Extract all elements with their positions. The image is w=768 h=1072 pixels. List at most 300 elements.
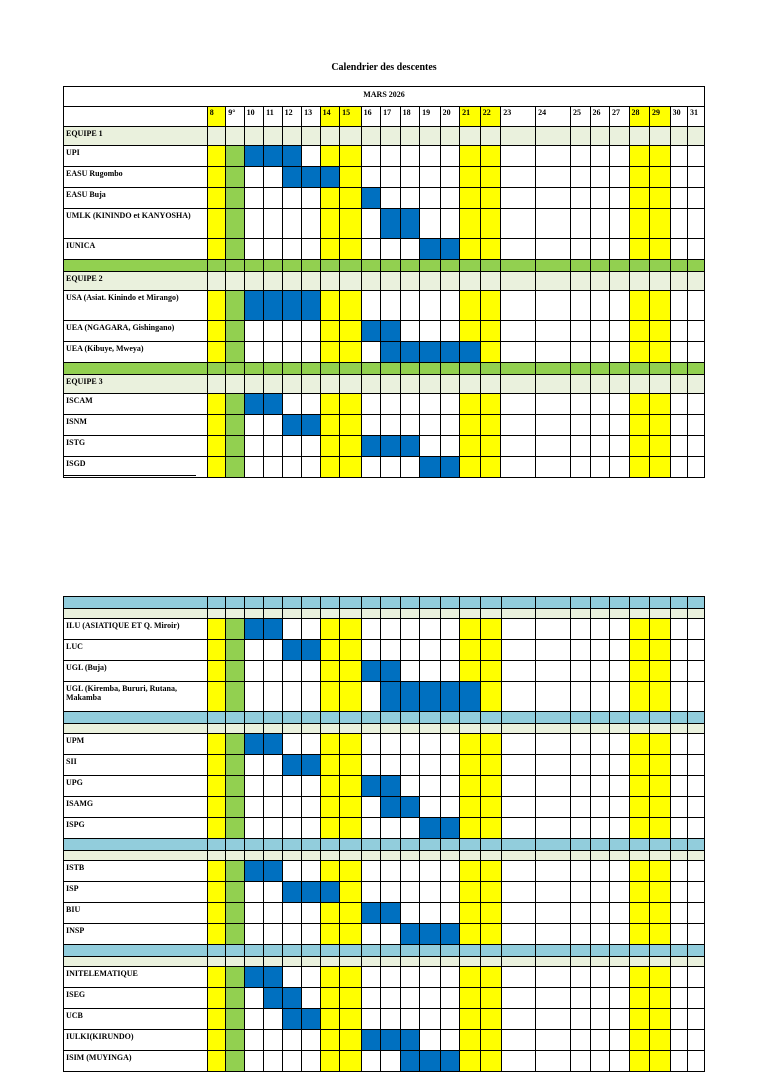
day-cell <box>340 755 362 776</box>
day-cell <box>670 457 687 478</box>
day-cell <box>670 734 687 755</box>
day-cell <box>320 291 340 321</box>
day-cell <box>480 882 501 903</box>
day-cell <box>226 209 244 239</box>
day-cell <box>650 436 671 457</box>
day-cell <box>226 1051 244 1072</box>
separator-cell <box>381 363 401 375</box>
visit-cell <box>282 882 302 903</box>
day-cell <box>226 755 244 776</box>
separator-cell <box>440 712 460 724</box>
separator-row <box>64 945 705 957</box>
day-cell <box>207 776 225 797</box>
day-cell <box>320 436 340 457</box>
day-cell <box>381 188 401 209</box>
separator-cell <box>282 945 302 957</box>
day-cell <box>420 882 441 903</box>
day-cell <box>460 272 481 291</box>
day-cell <box>400 415 420 436</box>
visit-cell <box>381 342 401 363</box>
day-header-12: 12 <box>282 107 302 127</box>
day-cell <box>670 640 687 661</box>
visit-cell <box>400 797 420 818</box>
day-cell <box>629 682 650 712</box>
separator-cell <box>207 839 225 851</box>
day-cell <box>440 167 460 188</box>
day-cell <box>670 342 687 363</box>
day-cell <box>460 640 481 661</box>
day-cell <box>688 734 705 755</box>
row-label <box>64 839 208 851</box>
separator-cell <box>610 260 630 272</box>
day-cell <box>460 188 481 209</box>
spacer-cell <box>536 609 571 619</box>
institution-row <box>64 239 705 260</box>
day-cell <box>501 1030 536 1051</box>
day-cell <box>590 776 610 797</box>
day-cell <box>650 967 671 988</box>
day-cell <box>536 861 571 882</box>
day-cell <box>282 272 302 291</box>
day-cell <box>650 797 671 818</box>
separator-cell <box>571 363 591 375</box>
day-cell <box>480 640 501 661</box>
day-cell <box>688 457 705 478</box>
spacer-cell <box>670 851 687 861</box>
day-cell <box>590 734 610 755</box>
spacer-cell <box>590 724 610 734</box>
day-cell <box>400 167 420 188</box>
institution-label: UEA (Kibuye, Mweya) <box>64 342 208 363</box>
institution-label: ILU (ASIATIQUE ET Q. Miroir) <box>64 619 208 640</box>
separator-cell <box>282 260 302 272</box>
day-cell <box>340 167 362 188</box>
day-cell <box>536 661 571 682</box>
day-cell <box>480 818 501 839</box>
day-cell <box>244 188 264 209</box>
day-cell <box>244 924 264 945</box>
day-header-13: 13 <box>302 107 320 127</box>
day-cell <box>610 209 630 239</box>
spacer-cell <box>381 724 401 734</box>
day-cell <box>536 640 571 661</box>
day-cell <box>340 734 362 755</box>
separator-row <box>64 839 705 851</box>
day-header-14: 14 <box>320 107 340 127</box>
day-cell <box>340 776 362 797</box>
visit-cell <box>361 903 381 924</box>
day-cell <box>571 127 591 146</box>
day-cell <box>226 661 244 682</box>
separator-cell <box>480 945 501 957</box>
day-header-17: 17 <box>381 107 401 127</box>
day-cell <box>536 797 571 818</box>
day-cell <box>226 436 244 457</box>
day-cell <box>688 167 705 188</box>
spacer-cell <box>688 609 705 619</box>
visit-cell <box>264 967 282 988</box>
institution-row <box>64 903 705 924</box>
visit-cell <box>381 776 401 797</box>
separator-cell <box>670 712 687 724</box>
day-cell <box>207 882 225 903</box>
day-cell <box>650 861 671 882</box>
day-cell <box>536 291 571 321</box>
spacer-cell <box>536 957 571 967</box>
separator-cell <box>670 363 687 375</box>
day-cell <box>340 291 362 321</box>
day-cell <box>340 127 362 146</box>
day-cell <box>340 1051 362 1072</box>
day-cell <box>226 903 244 924</box>
day-cell <box>440 291 460 321</box>
separator-cell <box>440 597 460 609</box>
spacer-cell <box>381 851 401 861</box>
spacer-cell <box>226 609 244 619</box>
spacer-cell <box>361 609 381 619</box>
separator-cell <box>420 260 441 272</box>
day-cell <box>460 661 481 682</box>
day-cell <box>670 436 687 457</box>
day-cell <box>264 903 282 924</box>
day-cell <box>688 903 705 924</box>
day-cell <box>400 321 420 342</box>
visit-cell <box>244 146 264 167</box>
day-cell <box>440 797 460 818</box>
day-cell <box>571 188 591 209</box>
day-cell <box>340 640 362 661</box>
spacer-cell <box>440 957 460 967</box>
separator-cell <box>226 712 244 724</box>
day-cell <box>670 755 687 776</box>
institution-row <box>64 924 705 945</box>
day-cell <box>650 127 671 146</box>
separator-cell <box>320 260 340 272</box>
day-cell <box>302 797 320 818</box>
visit-cell <box>420 239 441 260</box>
day-header-15: 15 <box>340 107 362 127</box>
separator-cell <box>440 260 460 272</box>
day-cell <box>460 882 481 903</box>
day-cell <box>610 882 630 903</box>
day-cell <box>282 661 302 682</box>
spacer-cell <box>480 609 501 619</box>
day-cell <box>688 661 705 682</box>
day-header-23: 23 <box>501 107 536 127</box>
spacer-cell <box>650 957 671 967</box>
day-cell <box>320 988 340 1009</box>
day-cell <box>670 239 687 260</box>
day-cell <box>480 1030 501 1051</box>
day-cell <box>226 415 244 436</box>
day-cell <box>440 1009 460 1030</box>
day-cell <box>381 861 401 882</box>
day-cell <box>501 1009 536 1030</box>
spacer-cell <box>282 609 302 619</box>
day-cell <box>226 188 244 209</box>
day-cell <box>688 619 705 640</box>
day-cell <box>440 272 460 291</box>
day-cell <box>244 1009 264 1030</box>
day-cell <box>244 436 264 457</box>
team-label: EQUIPE 3 <box>64 375 208 394</box>
day-cell <box>226 619 244 640</box>
day-cell <box>207 127 225 146</box>
day-cell <box>590 127 610 146</box>
day-cell <box>440 1030 460 1051</box>
visit-cell <box>381 436 401 457</box>
day-cell <box>650 988 671 1009</box>
visit-cell <box>381 682 401 712</box>
institution-row <box>64 734 705 755</box>
day-cell <box>480 415 501 436</box>
day-cell <box>361 209 381 239</box>
day-cell <box>340 661 362 682</box>
day-cell <box>244 661 264 682</box>
day-cell <box>420 146 441 167</box>
day-cell <box>650 776 671 797</box>
separator-cell <box>480 260 501 272</box>
visit-cell <box>420 457 441 478</box>
day-cell <box>302 682 320 712</box>
spacer-cell <box>264 851 282 861</box>
day-cell <box>320 755 340 776</box>
day-cell <box>629 967 650 988</box>
day-cell <box>670 291 687 321</box>
day-cell <box>440 209 460 239</box>
day-header-8: 8 <box>207 107 225 127</box>
institution-row <box>64 755 705 776</box>
day-cell <box>480 903 501 924</box>
day-cell <box>688 861 705 882</box>
day-cell <box>226 321 244 342</box>
day-cell <box>440 127 460 146</box>
day-cell <box>688 415 705 436</box>
day-cell <box>571 924 591 945</box>
day-cell <box>302 375 320 394</box>
day-cell <box>226 457 244 478</box>
day-cell <box>302 146 320 167</box>
day-cell <box>440 640 460 661</box>
day-cell <box>361 682 381 712</box>
day-cell <box>244 797 264 818</box>
separator-cell <box>610 363 630 375</box>
visit-cell <box>381 661 401 682</box>
visit-cell <box>302 1009 320 1030</box>
day-cell <box>650 818 671 839</box>
day-cell <box>226 291 244 321</box>
day-cell <box>610 682 630 712</box>
spacer-cell <box>207 851 225 861</box>
day-cell <box>480 967 501 988</box>
separator-cell <box>590 363 610 375</box>
day-cell <box>670 375 687 394</box>
day-cell <box>610 661 630 682</box>
institution-label: ISIM (MUYINGA) <box>64 1051 208 1072</box>
day-cell <box>340 1009 362 1030</box>
institution-row <box>64 882 705 903</box>
day-cell <box>460 394 481 415</box>
day-cell <box>381 415 401 436</box>
day-cell <box>440 321 460 342</box>
day-cell <box>340 619 362 640</box>
separator-cell <box>244 260 264 272</box>
day-cell <box>320 682 340 712</box>
day-cell <box>460 239 481 260</box>
day-cell <box>650 882 671 903</box>
institution-row <box>64 167 705 188</box>
day-cell <box>440 188 460 209</box>
day-header-24: 24 <box>536 107 571 127</box>
day-cell <box>361 375 381 394</box>
institution-label: INITELEMATIQUE <box>64 967 208 988</box>
institution-label: IUNICA <box>64 239 208 260</box>
spacer-cell <box>340 851 362 861</box>
spacer-cell <box>610 851 630 861</box>
institution-row <box>64 146 705 167</box>
visit-cell <box>400 1030 420 1051</box>
day-cell <box>282 342 302 363</box>
separator-cell <box>629 363 650 375</box>
day-cell <box>460 924 481 945</box>
institution-label: UPG <box>64 776 208 797</box>
institution-label: ISP <box>64 882 208 903</box>
day-cell <box>610 1051 630 1072</box>
day-cell <box>650 239 671 260</box>
day-cell <box>629 734 650 755</box>
day-cell <box>460 167 481 188</box>
day-cell <box>501 903 536 924</box>
separator-cell <box>361 363 381 375</box>
day-cell <box>610 861 630 882</box>
day-cell <box>610 1030 630 1051</box>
day-cell <box>420 967 441 988</box>
day-cell <box>400 988 420 1009</box>
day-cell <box>629 1030 650 1051</box>
day-cell <box>440 146 460 167</box>
institution-row <box>64 776 705 797</box>
day-header-21: 21 <box>460 107 481 127</box>
day-cell <box>400 1009 420 1030</box>
month-label: MARS 2026 <box>64 87 705 107</box>
spacer-cell <box>381 957 401 967</box>
day-cell <box>629 882 650 903</box>
day-cell <box>501 682 536 712</box>
institution-label: UGL (Buja) <box>64 661 208 682</box>
row-label <box>64 712 208 724</box>
separator-cell <box>536 945 571 957</box>
day-cell <box>501 967 536 988</box>
day-cell <box>480 988 501 1009</box>
day-cell <box>420 1009 441 1030</box>
day-cell <box>244 682 264 712</box>
separator-cell <box>340 945 362 957</box>
day-cell <box>629 394 650 415</box>
day-cell <box>340 394 362 415</box>
day-cell <box>501 127 536 146</box>
separator-cell <box>340 839 362 851</box>
day-cell <box>320 146 340 167</box>
spacer-cell <box>264 724 282 734</box>
day-cell <box>381 988 401 1009</box>
institution-row <box>64 818 705 839</box>
spacer-cell <box>610 957 630 967</box>
institution-label: ISGD <box>64 457 208 478</box>
day-cell <box>400 776 420 797</box>
day-cell <box>571 375 591 394</box>
day-cell <box>282 436 302 457</box>
separator-cell <box>590 945 610 957</box>
spacer-cell <box>320 957 340 967</box>
spacer-cell <box>302 851 320 861</box>
day-cell <box>590 640 610 661</box>
visit-cell <box>381 1030 401 1051</box>
spacer-cell <box>480 851 501 861</box>
day-cell <box>590 1051 610 1072</box>
day-cell <box>340 988 362 1009</box>
separator-cell <box>536 363 571 375</box>
visit-cell <box>381 903 401 924</box>
day-cell <box>320 924 340 945</box>
team-header-row <box>64 127 705 146</box>
day-cell <box>340 272 362 291</box>
day-cell <box>244 342 264 363</box>
day-header-28: 28 <box>629 107 650 127</box>
month-header-row <box>64 87 705 107</box>
day-cell <box>320 1030 340 1051</box>
day-cell <box>629 436 650 457</box>
visit-cell <box>244 291 264 321</box>
visit-cell <box>400 924 420 945</box>
day-cell <box>590 209 610 239</box>
day-cell <box>501 146 536 167</box>
day-header-27: 27 <box>610 107 630 127</box>
separator-cell <box>460 839 481 851</box>
day-cell <box>590 272 610 291</box>
day-cell <box>381 734 401 755</box>
spacer-cell <box>610 724 630 734</box>
day-cell <box>629 457 650 478</box>
day-cell <box>264 755 282 776</box>
day-cell <box>688 291 705 321</box>
day-cell <box>361 797 381 818</box>
day-cell <box>244 640 264 661</box>
day-cell <box>282 619 302 640</box>
visit-cell <box>264 394 282 415</box>
day-cell <box>501 272 536 291</box>
day-cell <box>629 755 650 776</box>
separator-row <box>64 260 705 272</box>
day-cell <box>361 640 381 661</box>
day-cell <box>207 291 225 321</box>
day-cell <box>650 375 671 394</box>
day-cell <box>361 146 381 167</box>
visit-cell <box>361 321 381 342</box>
visit-cell <box>440 457 460 478</box>
day-cell <box>480 619 501 640</box>
spacer-cell <box>244 851 264 861</box>
separator-cell <box>460 260 481 272</box>
spacer-cell <box>536 724 571 734</box>
visit-cell <box>361 776 381 797</box>
day-cell <box>501 882 536 903</box>
day-cell <box>381 291 401 321</box>
day-cell <box>226 776 244 797</box>
day-cell <box>226 1009 244 1030</box>
day-cell <box>590 903 610 924</box>
day-cell <box>571 321 591 342</box>
row-label <box>64 363 208 375</box>
